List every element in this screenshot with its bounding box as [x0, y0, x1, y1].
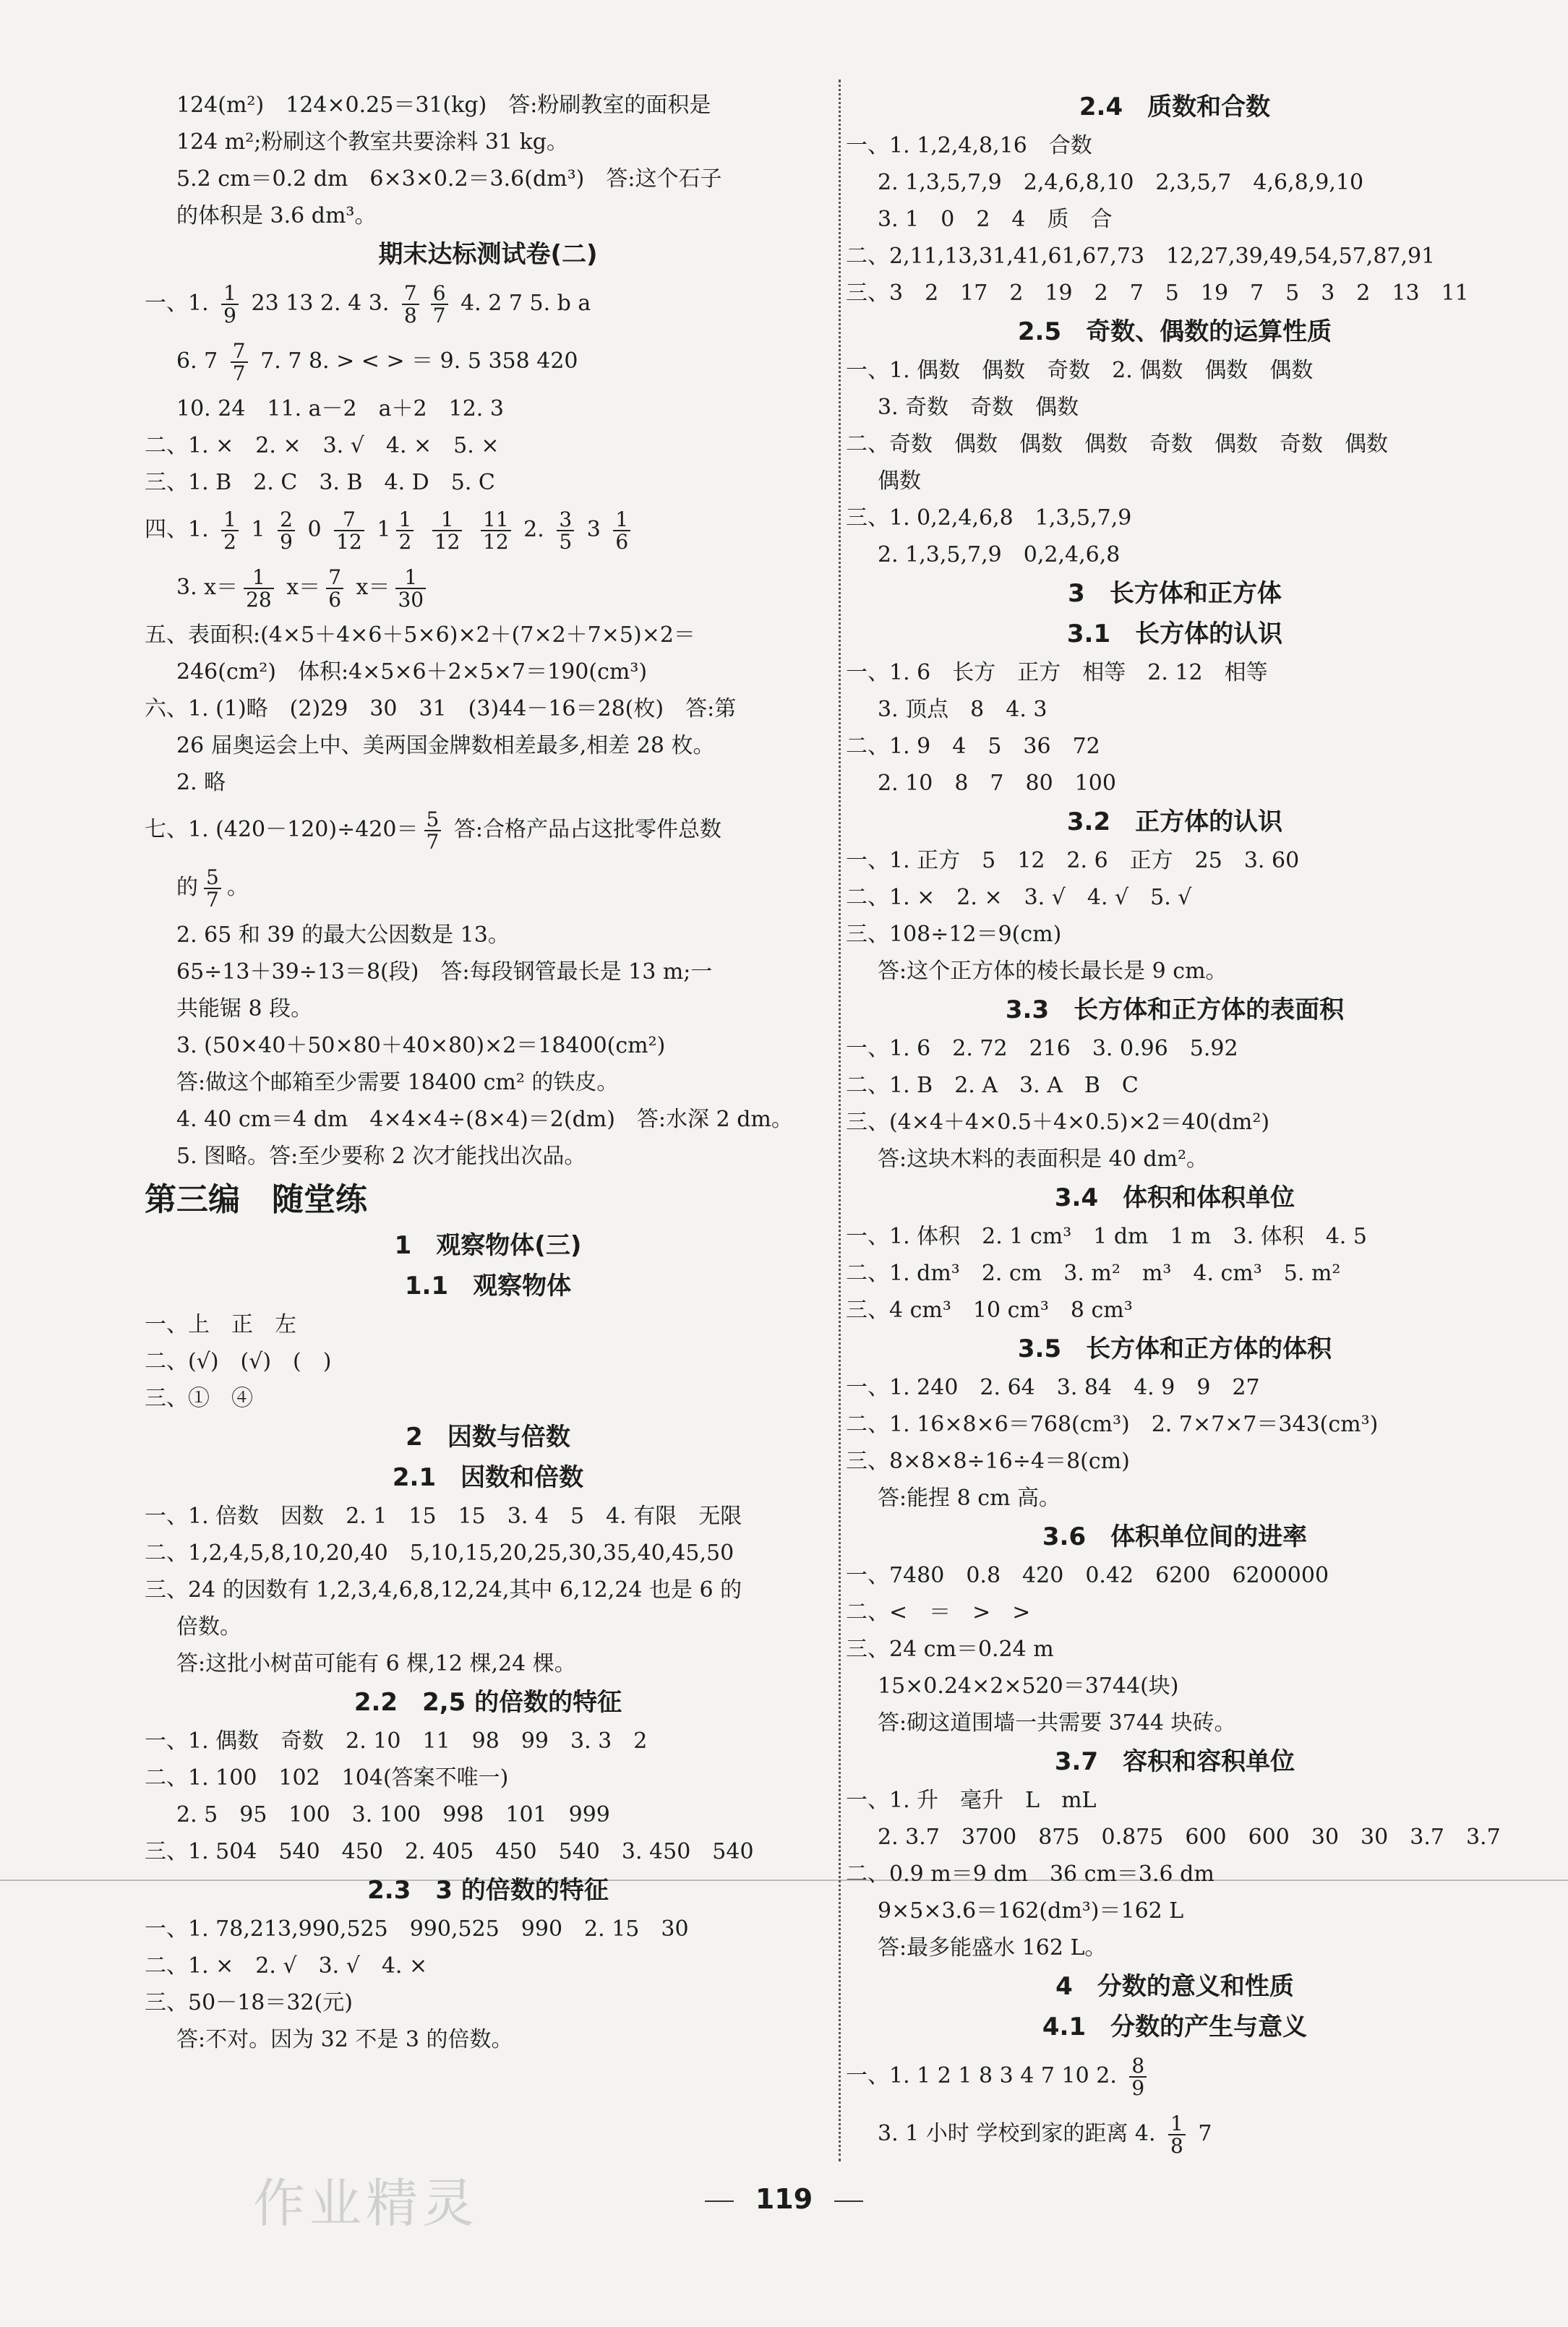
- fraction-numerator: 1: [244, 567, 274, 589]
- answer-line: 三、8×8×8÷16÷4＝8(cm): [846, 1449, 1130, 1474]
- answer-line: 一、1. 体积 2. 1 cm³ 1 dm 1 m 3. 体积 4. 5: [846, 1224, 1367, 1249]
- answer-line: 的体积是 3.6 dm³。: [176, 203, 377, 228]
- section-title: 4 分数的意义和性质: [1055, 1972, 1294, 2001]
- fraction-denominator: 5: [559, 530, 573, 554]
- fraction-numerator: 6: [431, 283, 448, 305]
- answer-line: 一、1. 240 2. 64 3. 84 4. 9 9 27: [846, 1375, 1260, 1400]
- fraction-denominator: 30: [398, 588, 424, 612]
- section-title: 3 长方体和正方体: [1068, 579, 1282, 608]
- fraction: [221, 509, 239, 553]
- fraction-denominator: 9: [223, 304, 236, 327]
- answer-line: 246(cm²) 体积:4×5×6＋2×5×7＝190(cm³): [176, 659, 648, 685]
- fraction: [431, 280, 448, 327]
- section-title: 2.4 质数和合数: [1079, 93, 1271, 121]
- answer-line: 3. 1 0 2 4 质 合: [878, 207, 1113, 232]
- answer-text: 1: [244, 517, 273, 542]
- fraction-denominator: 28: [246, 588, 272, 612]
- answer-line: 二、(√) (√) ( ): [145, 1349, 332, 1374]
- answer-text: 七、1. (420－120)÷420＝: [145, 817, 419, 842]
- section-title: 4.1 分数的产生与意义: [1042, 2013, 1308, 2041]
- fraction: [402, 280, 419, 327]
- fraction-denominator: 7: [206, 888, 219, 912]
- answer-line: 一、1. 偶数 偶数 奇数 2. 偶数 偶数 偶数: [846, 358, 1314, 383]
- section-title: 3.6 体积单位间的进率: [1042, 1522, 1308, 1551]
- fraction-numerator: 7: [231, 340, 248, 363]
- fraction-numerator: 1: [613, 509, 630, 531]
- answer-line: 10. 24 11. a－2 a＋2 12. 3: [176, 396, 504, 421]
- answer-line: [145, 801, 831, 859]
- answer-text: 6. 7: [176, 348, 225, 374]
- fraction: [396, 509, 414, 553]
- fraction-denominator: 7: [426, 830, 440, 854]
- answer-line: 五、表面积:(4×5＋4×6＋5×6)×2＋(7×2＋7×5)×2＝: [145, 622, 695, 648]
- answer-line: 六、1. (1)略 (2)29 30 31 (3)44－16＝28(枚) 答:第: [145, 696, 737, 721]
- column-divider: [839, 80, 841, 2161]
- answer-text: 一、1.: [145, 291, 216, 316]
- answer-line: 5.2 cm＝0.2 dm 6×3×0.2＝3.6(dm³) 答:这个石子: [176, 166, 722, 192]
- answer-line: 15×0.24×2×520＝3744(块): [878, 1674, 1179, 1699]
- fraction: [557, 509, 574, 553]
- answer-text: 3. 1 小时 学校到家的距离 4.: [878, 2121, 1163, 2146]
- answer-text: 7: [1191, 2121, 1212, 2146]
- answer-line: 三、24 cm＝0.24 m: [846, 1637, 1054, 1662]
- page-number: [0, 2183, 1568, 2215]
- fraction-numerator: 8: [1129, 2055, 1147, 2078]
- answer-line: 3. 奇数 奇数 偶数: [878, 395, 1079, 420]
- answer-line: 124(m²) 124×0.25＝31(kg) 答:粉刷教室的面积是: [176, 93, 711, 118]
- answer-line: 二、奇数 偶数 偶数 偶数 奇数 偶数 奇数 偶数: [846, 432, 1388, 457]
- fraction-denominator: 7: [432, 304, 446, 327]
- answer-text: 7. 7 8. > < > ＝ 9. 5 358 420: [253, 348, 578, 374]
- answer-line: 一、1. 倍数 因数 2. 1 15 15 3. 4 5 4. 有限 无限: [145, 1504, 742, 1529]
- fraction-denominator: 12: [434, 530, 460, 554]
- answer-line: 三、1. 504 540 450 2. 405 450 540 3. 450 540: [145, 1839, 754, 1864]
- page-number-dash-right: [834, 2200, 863, 2202]
- answer-line: 一、1. 78,213,990,525 990,525 990 2. 15 30: [145, 1916, 689, 1942]
- answer-text: [468, 517, 475, 542]
- fraction-numerator: 1: [1168, 2113, 1186, 2135]
- answer-line: 一、1. 升 毫升 L mL: [846, 1788, 1097, 1813]
- answer-line: 答:这批小树苗可能有 6 棵,12 棵,24 棵。: [176, 1651, 576, 1676]
- answer-text: [419, 517, 427, 542]
- answer-text: 23 13 2. 4 3.: [244, 291, 396, 316]
- answer-line: 倍数。: [176, 1614, 241, 1640]
- answer-line: 二、1,2,4,5,8,10,20,40 5,10,15,20,25,30,35,40,45,50: [145, 1540, 734, 1566]
- fraction-denominator: 8: [403, 304, 417, 327]
- answer-line: 二、1. B 2. A 3. A B C: [846, 1073, 1139, 1098]
- fraction: [231, 340, 248, 385]
- fraction-numerator: 11: [481, 509, 511, 531]
- fraction-numerator: 1: [395, 567, 426, 589]
- fraction-numerator: 2: [278, 509, 295, 531]
- fraction-numerator: 5: [204, 867, 221, 889]
- fraction-denominator: 7: [232, 361, 246, 385]
- answer-line: 2. 1,3,5,7,9 0,2,4,6,8: [878, 542, 1121, 567]
- answer-line: 124 m²;粉刷这个教室共要涂料 31 kg。: [176, 129, 569, 155]
- answer-line: 5. 图略。答:至少要称 2 次才能找出次品。: [176, 1144, 586, 1169]
- answer-line: [846, 2105, 1504, 2163]
- fraction: [221, 280, 239, 327]
- answer-line: 三、4 cm³ 10 cm³ 8 cm³: [846, 1298, 1133, 1323]
- part-heading: 第三编 随堂练: [145, 1181, 367, 1218]
- section-title: 2.5 奇数、偶数的运算性质: [1017, 317, 1332, 346]
- fraction-denominator: 2: [223, 530, 236, 554]
- answer-line: [846, 2047, 1504, 2105]
- fraction-denominator: 9: [280, 530, 293, 554]
- answer-line: 三、1. 0,2,4,6,8 1,3,5,7,9: [846, 505, 1132, 531]
- answer-line: [145, 501, 831, 559]
- answer-text: 四、1.: [145, 517, 216, 542]
- page-number-value: 119: [755, 2183, 813, 2215]
- answer-line: 2. 1,3,5,7,9 2,4,6,8,10 2,3,5,7 4,6,8,9,10: [878, 170, 1364, 195]
- answer-line: 三、24 的因数有 1,2,3,4,6,8,12,24,其中 6,12,24 也是 6 的: [145, 1577, 742, 1603]
- answer-line: 一、1. 1,2,4,8,16 合数: [846, 133, 1092, 158]
- answer-line: 三、(4×4＋4×0.5＋4×0.5)×2＝40(dm²): [846, 1110, 1270, 1135]
- answer-line: 答:砌这道围墙一共需要 3744 块砖。: [878, 1710, 1236, 1736]
- fraction-numerator: 1: [432, 509, 463, 531]
- answer-line: 答:最多能盛水 162 L。: [878, 1935, 1107, 1960]
- fraction: [244, 567, 274, 611]
- fraction: [204, 867, 221, 911]
- answer-line: 一、1. 6 2. 72 216 3. 0.96 5.92: [846, 1036, 1238, 1061]
- answer-line: [145, 333, 831, 390]
- answer-line: 2. 略: [176, 770, 226, 795]
- answer-line: 二、1. dm³ 2. cm 3. m² m³ 4. cm³ 5. m²: [846, 1261, 1341, 1286]
- answer-line: 三、3 2 17 2 19 2 7 5 19 7 5 3 2 13 11: [846, 280, 1469, 306]
- fraction: [1168, 2113, 1186, 2157]
- answer-line: 一、1. 偶数 奇数 2. 10 11 98 99 3. 3 2: [145, 1728, 648, 1754]
- left-column: [145, 87, 831, 2058]
- fraction: [432, 509, 463, 553]
- answer-line: 二、1. 100 102 104(答案不唯一): [145, 1765, 509, 1791]
- answer-text: 1: [369, 517, 391, 542]
- fraction-numerator: 7: [402, 283, 419, 305]
- answer-line: 答:能捏 8 cm 高。: [878, 1486, 1061, 1511]
- fraction-numerator: 5: [424, 809, 442, 831]
- fraction-numerator: 1: [221, 509, 239, 531]
- fraction: [278, 509, 295, 553]
- answer-line: 65÷13＋39÷13＝8(段) 答:每段钢管最长是 13 m;一: [176, 959, 713, 985]
- section-title: 3.5 长方体和正方体的体积: [1017, 1334, 1332, 1363]
- fraction-denominator: 6: [328, 588, 342, 612]
- answer-line: 一、上 正 左: [145, 1312, 296, 1337]
- watermark-text: 作业精灵: [253, 2173, 479, 2234]
- section-title: 1 观察物体(三): [394, 1231, 582, 1260]
- answer-text: x＝: [349, 575, 390, 600]
- answer-text: 0: [301, 517, 329, 542]
- answer-line: 4. 40 cm＝4 dm 4×4×4÷(8×4)＝2(dm) 答:水深 2 dm。: [176, 1107, 793, 1132]
- answer-line: 2. 3.7 3700 875 0.875 600 600 30 30 3.7 3.7: [878, 1825, 1501, 1850]
- answer-line: 二、1. × 2. × 3. √ 4. √ 5. √: [846, 885, 1192, 910]
- answer-text: 一、1. 1 2 1 8 3 4 7 10 2.: [846, 2063, 1124, 2088]
- answer-line: 9×5×3.6＝162(dm³)＝162 L: [878, 1898, 1184, 1924]
- fraction-denominator: 9: [1131, 2076, 1145, 2100]
- answer-line: 答:不对。因为 32 不是 3 的倍数。: [176, 2027, 513, 2052]
- section-title: 3.1 长方体的认识: [1066, 620, 1283, 648]
- fraction: [1129, 2055, 1147, 2099]
- section-title: 3.7 容积和容积单位: [1054, 1747, 1295, 1776]
- answer-line: 一、1. 正方 5 12 2. 6 正方 25 3. 60: [846, 848, 1300, 873]
- answer-line: 答:这个正方体的棱长最长是 9 cm。: [878, 959, 1228, 984]
- answer-line: 二、1. 16×8×6＝768(cm³) 2. 7×7×7＝343(cm³): [846, 1412, 1379, 1437]
- fraction: [334, 509, 364, 553]
- answer-text: x＝: [279, 575, 321, 600]
- fraction-denominator: 8: [1170, 2134, 1183, 2158]
- section-title: 2.2 2,5 的倍数的特征: [354, 1688, 622, 1717]
- answer-line: 三、50－18＝32(元): [145, 1990, 353, 2015]
- answer-line: [145, 859, 831, 917]
- section-title: 1.1 观察物体: [404, 1272, 572, 1300]
- answer-line: 三、① ④: [145, 1386, 253, 1411]
- fraction-denominator: 2: [398, 530, 412, 554]
- answer-line: 3. 顶点 8 4. 3: [878, 697, 1048, 722]
- answer-text: 3: [580, 517, 608, 542]
- answer-line: 偶数: [878, 468, 921, 494]
- fraction-denominator: 12: [483, 530, 509, 554]
- answer-line: 答:做这个邮箱至少需要 18400 cm² 的铁皮。: [176, 1070, 619, 1095]
- answer-text: 的: [176, 875, 198, 900]
- fraction: [481, 509, 511, 553]
- section-title: 3.2 正方体的认识: [1066, 807, 1283, 836]
- section-title: 3.4 体积和体积单位: [1054, 1183, 1295, 1212]
- fraction-denominator: 6: [615, 530, 629, 554]
- section-title: 2.1 因数和倍数: [392, 1463, 584, 1492]
- fraction: [395, 567, 426, 611]
- answer-line: 二、< ＝ > >: [846, 1600, 1031, 1625]
- answer-line: 2. 10 8 7 80 100: [878, 771, 1116, 796]
- answer-text: 答:合格产品占这批零件总数: [447, 817, 721, 842]
- fraction-numerator: 7: [326, 567, 343, 589]
- answer-line: 一、1. 6 长方 正方 相等 2. 12 相等: [846, 660, 1268, 685]
- answer-line: 二、0.9 m＝9 dm 36 cm＝3.6 dm: [846, 1861, 1214, 1887]
- fraction: [424, 809, 442, 853]
- fraction-numerator: 1: [396, 509, 414, 531]
- section-title: 期末达标测试卷(二): [378, 240, 598, 269]
- answer-text: 4. 2 7 5. b a: [453, 291, 591, 316]
- fraction: [613, 509, 630, 553]
- fraction-denominator: 12: [336, 530, 362, 554]
- fraction-numerator: 3: [557, 509, 574, 531]
- section-title: 3.3 长方体和正方体的表面积: [1005, 995, 1345, 1024]
- answer-text: 。: [226, 875, 249, 900]
- answer-line: 26 届奥运会上中、美两国金牌数相差最多,相差 28 枚。: [176, 733, 715, 758]
- answer-line: [145, 275, 831, 333]
- answer-line: 一、7480 0.8 420 0.42 6200 6200000: [846, 1563, 1329, 1588]
- answer-line: 三、108÷12＝9(cm): [846, 922, 1062, 947]
- fraction-numerator: 7: [334, 509, 364, 531]
- right-column: [846, 87, 1504, 2163]
- answer-line: [145, 559, 831, 617]
- answer-text: 3. x＝: [176, 575, 239, 600]
- answer-line: 二、2,11,13,31,41,61,67,73 12,27,39,49,54,57,87,91: [846, 244, 1436, 269]
- answer-line: 二、1. × 2. × 3. √ 4. × 5. ×: [145, 433, 500, 458]
- answer-line: 2. 5 95 100 3. 100 998 101 999: [176, 1802, 610, 1827]
- answer-line: 2. 65 和 39 的最大公因数是 13。: [176, 922, 510, 948]
- answer-line: 共能锯 8 段。: [176, 996, 313, 1021]
- answer-line: 答:这块木料的表面积是 40 dm²。: [878, 1147, 1209, 1172]
- page-number-dash-left: [705, 2200, 734, 2202]
- answer-line: 3. (50×40＋50×80＋40×80)×2＝18400(cm²): [176, 1033, 666, 1058]
- section-title: 2 因数与倍数: [406, 1423, 570, 1452]
- section-title: 2.3 3 的倍数的特征: [367, 1876, 609, 1905]
- answer-text: 2.: [516, 517, 552, 542]
- fraction-numerator: 1: [221, 283, 239, 305]
- fraction: [326, 567, 343, 611]
- answer-line: 三、1. B 2. C 3. B 4. D 5. C: [145, 470, 495, 495]
- answer-line: 二、1. 9 4 5 36 72: [846, 734, 1100, 759]
- answer-line: 二、1. × 2. √ 3. √ 4. ×: [145, 1953, 428, 1979]
